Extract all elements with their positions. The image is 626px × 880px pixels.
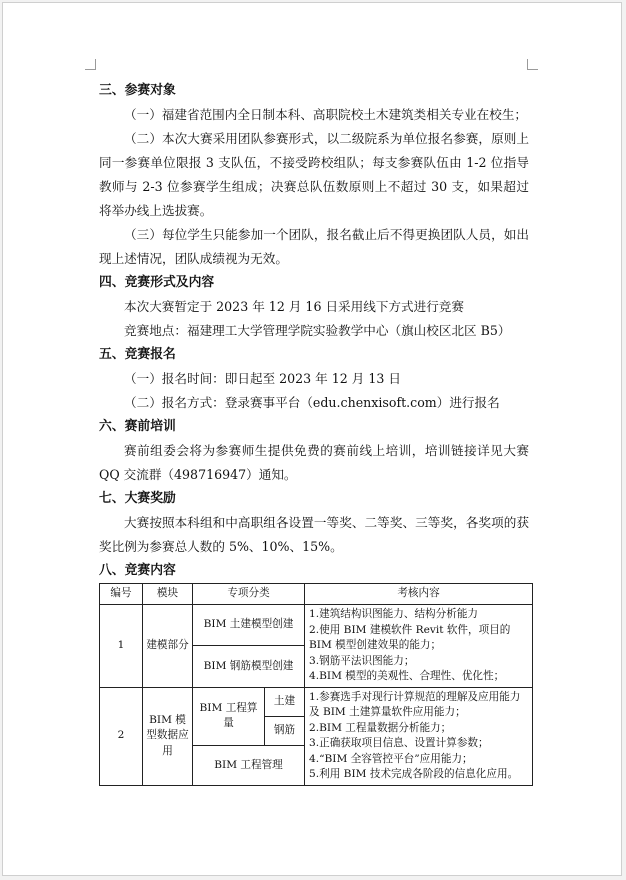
row-1-req-4: 4.BIM 模型的美观性、合理性、优化性； (309, 670, 505, 682)
document-body (99, 79, 529, 786)
section-6-para-1: 赛前组委会将为参赛师生提供免费的赛前线上培训，培训链接详见大赛 QQ 交流群（498716947）通知。 (99, 443, 529, 482)
section-3-para-2: （二）本次大赛采用团队参赛形式，以二级院系为单位报名参赛，原则上同一参赛单位限报 3 支队伍，不接受跨校组队；每支参赛队伍由 1-2 位指导教师与 2-3 位参赛学生组成；决赛总队伍数原则上不超过 30 支，如果超过将举办线上选拔赛。 (99, 131, 529, 218)
section-7-heading: 七、大赛奖励 (99, 491, 176, 506)
row-2-category-1: BIM 工程算量 (193, 687, 265, 746)
row-1-req-2: 2.使用 BIM 建模软件 Revit 软件，项目的 BIM 模型创建效果的能力； (309, 623, 511, 651)
row-2-requirements (305, 687, 533, 785)
section-5-para-2: （二）报名方式：登录赛事平台（edu.chenxisoft.com）进行报名 (124, 395, 500, 410)
row-2-req-3: 3.正确获取项目信息、设置计算参数； (309, 737, 489, 749)
section-5-heading: 五、竞赛报名 (99, 347, 176, 362)
section-4-para-1: 本次大赛暂定于 2023 年 12 月 16 日采用线下方式进行竞赛 (124, 299, 464, 314)
section-5-para-1: （一）报名时间：即日起至 2023 年 12 月 13 日 (124, 371, 402, 386)
row-2-req-2: 2.BIM 工程量数据分析能力； (309, 721, 452, 734)
crop-mark-top-left (85, 59, 96, 70)
table-header-row (100, 584, 533, 605)
header-number: 编号 (100, 584, 143, 605)
document-page (2, 2, 622, 876)
row-2-number: 2 (100, 687, 143, 785)
section-4-heading: 四、竞赛形式及内容 (99, 275, 215, 290)
row-2-category-2: BIM 工程管理 (193, 746, 305, 785)
header-module: 模块 (143, 584, 193, 605)
competition-content-table (99, 583, 533, 786)
table-row (100, 605, 533, 646)
section-3-heading: 三、参赛对象 (99, 83, 176, 98)
section-6-heading: 六、赛前培训 (99, 419, 176, 434)
header-category: 专项分类 (193, 584, 305, 605)
crop-mark-top-right (527, 59, 538, 70)
row-1-requirements (305, 605, 533, 688)
section-3-para-3: （三）每位学生只能参加一个团队，报名截止后不得更换团队人员，如出现上述情况，团队成绩视为无效。 (99, 227, 529, 266)
row-1-category-2: BIM 钢筋模型创建 (193, 646, 305, 687)
row-2-req-4: 4.“BIM 全容管控平台”应用能力； (309, 752, 473, 765)
row-1-module: 建模部分 (143, 605, 193, 688)
row-1-req-1: 1.建筑结构识图能力、结构分析能力 (309, 608, 479, 620)
section-7-para-1: 大赛按照本科组和中高职组各设置一等奖、二等奖、三等奖，各奖项的获奖比例为参赛总人数的 5%、10%、15%。 (99, 515, 529, 554)
row-2-sub-civil: 土建 (265, 687, 305, 716)
row-1-req-3: 3.钢筋平法识图能力； (309, 654, 415, 667)
row-1-category-1: BIM 土建模型创建 (193, 605, 305, 646)
section-4-para-2: 竞赛地点：福建理工大学管理学院实验教学中心（旗山校区北区 B5） (124, 323, 511, 338)
table-row (100, 687, 533, 716)
row-1-number: 1 (100, 605, 143, 688)
row-2-module: BIM 模型数据应用 (143, 687, 193, 785)
header-assessment: 考核内容 (305, 584, 533, 605)
row-2-req-1: 1.参赛选手对现行计算规范的理解及应用能力及 BIM 土建算量软件应用能力； (309, 690, 521, 718)
row-2-req-5: 5.利用 BIM 技术完成各阶段的信息化应用。 (309, 768, 519, 780)
section-8-heading: 八、竞赛内容 (99, 563, 176, 578)
row-2-sub-rebar: 钢筋 (265, 716, 305, 745)
section-3-para-1: （一）福建省范围内全日制本科、高职院校土木建筑类相关专业在校生； (124, 107, 527, 122)
